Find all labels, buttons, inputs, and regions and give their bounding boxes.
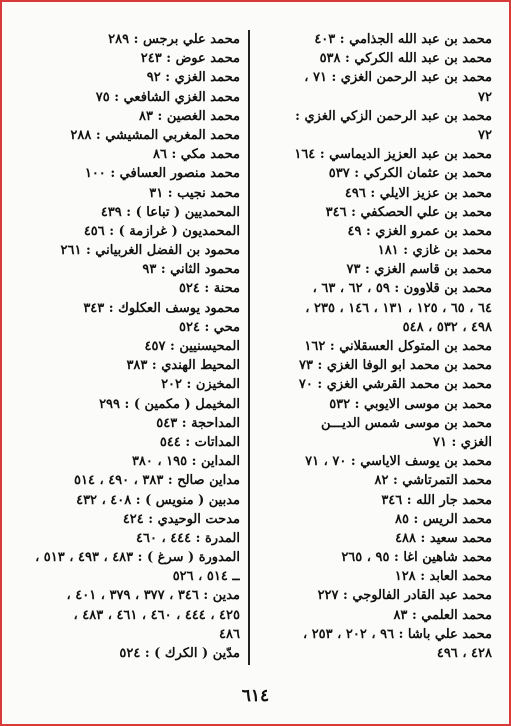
index-entry: ٤٢٨ ، ٤٩٦ xyxy=(436,646,492,661)
index-column-left xyxy=(22,30,240,663)
index-entry: محمد عبد القادر الفالوجي : ٢٢٧ xyxy=(317,588,492,604)
index-entry: محمد عوض : ٢٤٣ xyxy=(140,51,240,67)
index-entry: محمد سعيد : ٤٨٨ xyxy=(395,530,492,546)
index-entry: محي : ٥٢٤ xyxy=(179,319,240,335)
index-entry: ٦٤ ، ٦٥ ، ١٢٥ ، ١٣١ ، ١٤٦ ، ٢٣٥ ، xyxy=(305,300,492,316)
index-entry: محمد علي برجس : ٢٨٩ xyxy=(108,32,240,47)
index-entry: مدين : ٣٤٦ ، ٣٧٧ ، ٣٧٩ ، ٤٠١ ، xyxy=(66,588,240,604)
index-entry: ٧٢ xyxy=(478,127,492,143)
index-entry: المحمديين ( تباعا ) : ٤٣٩ xyxy=(100,204,240,220)
document-page xyxy=(22,30,492,670)
index-entry: مدبين ( منويس ) : ٤٠٨ ، ٤٣٢ xyxy=(76,492,240,508)
index-entry: المحمديون ( غرازمة ) : ٤٥٦ xyxy=(83,223,240,239)
index-entry: مداين صالح : ٣٨٣ ، ٤٩٠ ، ٥١٤ xyxy=(73,473,240,489)
index-entry: محمد العابد : ١٢٨ xyxy=(394,569,492,585)
index-entry: مدحت الوحيدي : ٤٢٤ xyxy=(122,511,240,527)
page-number: ٦١٤ xyxy=(241,686,270,706)
index-entry: المحيط الهندي : ٣٨٣ xyxy=(126,358,240,374)
index-entry: الغزي : ٧١ xyxy=(432,434,492,450)
index-entry: ٧٢ xyxy=(478,89,492,105)
index-entry: محمد بن عبد العزيز الديماسي : ١٦٤ xyxy=(294,147,492,163)
index-entry: محمد بن قلاوون : ٥٩ ، ٦٢ ، ٦٣ ، xyxy=(312,281,492,297)
index-entry: محمد بن المتوكل العسقلاني : ١٦٢ xyxy=(304,339,492,354)
index-entry: محمد بن عبد الرحمن الزكي الغزي : xyxy=(295,108,492,124)
index-entry: محمد الغزي الشافعي : ٧٥ xyxy=(95,89,240,105)
index-entry: ٤٩٨ ، ٥٣٢ ، ٥٤٨ xyxy=(402,319,492,335)
index-entry: محمد بن عمرو الغزي : ٤٩ xyxy=(347,223,492,239)
index-column-right xyxy=(254,30,492,663)
index-entry: محمد بن يوسف الاياسي : ٧٠ ، ٧١ xyxy=(305,454,492,470)
index-entry: المدورة ( سرغ ) : ٤٨٣ ، ٤٩٣ ، ٥١٣ ، xyxy=(35,550,240,566)
index-entry: محمد بن موسى الايوبي : ٥٣٢ xyxy=(329,396,492,412)
index-entry: محمد الغزي : ٩٢ xyxy=(146,70,240,86)
index-entry: محمد بن علي الحصكفي : ٣٤٦ xyxy=(325,204,492,220)
index-entry: محمد بن عثمان الكركي : ٥٣٧ xyxy=(328,166,492,182)
index-entry: المداتات : ٥٤٤ xyxy=(159,434,240,450)
index-entry: ٤٨٦ xyxy=(219,626,240,642)
index-entry: محمد بن محمد ابو الوفا الغزي : ٧٣ xyxy=(299,358,492,374)
index-entry: المخيمل ( مكمين ) : ٢٩٩ xyxy=(99,396,240,412)
index-entry: ٤٢٥ ، ٤٤٤ ، ٤٦٠ ، ٤٦١ ، ٤٨٣ ، xyxy=(73,607,240,623)
index-entry: محمود بن الفضل الغربياني : ٢٦١ xyxy=(60,243,240,259)
index-entry: محمود يوسف العكلوك : ٣٤٣ xyxy=(83,300,240,316)
index-entry: محمد شاهين اغا : ٩٥ ، ٢٦٥ xyxy=(341,550,492,566)
index-entry: محمد المغربي المشيشي : ٢٨٨ xyxy=(70,127,240,143)
index-entry: المخيزن : ٢٠٢ xyxy=(161,377,240,393)
index-entry: محمد الغصين : ٨٣ xyxy=(139,108,240,124)
index-entry: ــ ٥١٤ ، ٥٢٦ xyxy=(172,569,240,585)
index-entry: محمد بن موسى شمس الديـــن xyxy=(320,415,492,431)
index-entry: محمد بن غازي : ١٨١ xyxy=(377,243,492,259)
index-entry: محمد التمرتاشي : ٨٢ xyxy=(374,473,492,489)
index-entry: المحيسنيين : ٤٥٧ xyxy=(144,339,240,354)
index-entry: محمد نجيب : ٣١ xyxy=(149,185,240,201)
index-entry: المداحجة : ٥٤٣ xyxy=(156,415,240,431)
index-entry: محمد بن عبد الرحمن الغزي : ٧١ ، xyxy=(304,70,492,86)
index-entry: مدّين ( الكرك ) : ٥٢٤ xyxy=(119,646,240,661)
index-entry: محمد بن عزيز الايلي : ٤٩٦ xyxy=(344,185,492,201)
index-entry: محمد بن عبد الله الكركي : ٥٣٨ xyxy=(319,51,492,67)
index-entry: محمد العلمي : ٨٣ xyxy=(393,607,492,623)
index-entry: محمد علي باشا : ٩٦ ، ٢٠٢ ، ٢٥٣ ، xyxy=(302,626,492,642)
index-entry: محمود الثاني : ٩٣ xyxy=(142,262,240,278)
index-entry: محمد بن عبد الله الجذامي : ٤٠٣ xyxy=(314,32,492,47)
index-entry: المدرة : ٤٤٤ ، ٤٦٠ xyxy=(135,530,240,546)
index-entry: محمد جار الله : ٣٤٦ xyxy=(381,492,492,508)
index-entry: المداين : ١٩٥ ، ٣٨٠ xyxy=(131,454,240,470)
column-divider xyxy=(248,30,250,665)
index-entry: محمد بن قاسم الغزي : ٧٣ xyxy=(346,262,492,278)
index-entry: محمد الريس : ٨٥ xyxy=(395,511,492,527)
index-entry: محمد مكي : ٨٦ xyxy=(152,147,240,163)
index-entry: محمد منصور العسافي : ١٠٠ xyxy=(84,166,240,182)
index-entry: محنة : ٥٢٤ xyxy=(178,281,240,297)
index-entry: محمد بن محمد القرشي الغزي : ٧٠ xyxy=(298,377,492,393)
